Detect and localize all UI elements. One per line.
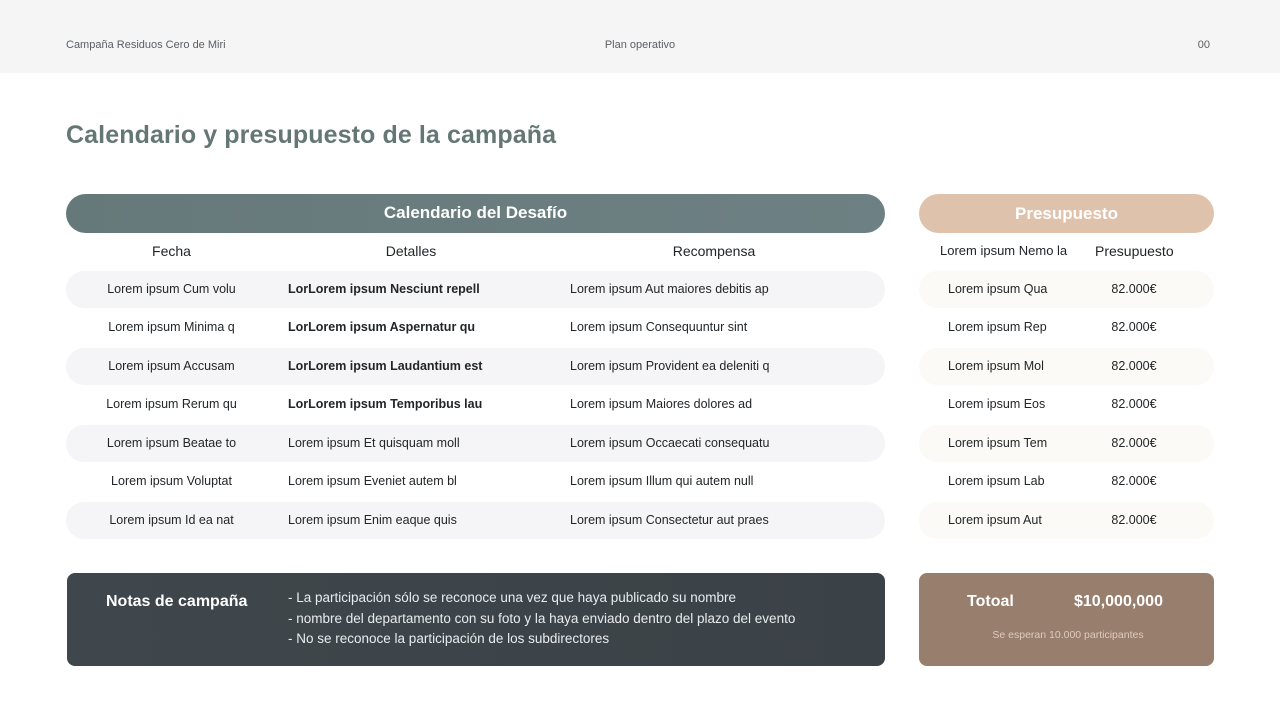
cell-detalles: LorLorem ipsum Temporibus lau [288, 397, 483, 411]
column-header-presupuesto: Presupuesto [1095, 243, 1174, 259]
budget-total [919, 573, 1214, 666]
cell-recompensa: Lorem ipsum Consequuntur sint [570, 320, 748, 334]
cell-fecha: Lorem ipsum Accusam [108, 359, 235, 373]
budget-row [919, 502, 1214, 539]
cell-recompensa: Lorem ipsum Provident ea deleniti q [570, 359, 770, 373]
budget-item-name: Lorem ipsum Mol [948, 359, 1044, 373]
budget-item-name: Lorem ipsum Lab [948, 474, 1045, 488]
total-value: $10,000,000 [1074, 593, 1163, 610]
budget-item-value: 82.000€ [1111, 513, 1157, 527]
note-item: - La participación sólo se reconoce una vez que haya publicado su nombre [288, 590, 737, 605]
note-item: - No se reconoce la participación de los subdirectores [288, 631, 610, 646]
cell-detalles: Lorem ipsum Eveniet autem bl [288, 474, 457, 488]
budget-item-name: Lorem ipsum Tem [948, 436, 1048, 450]
budget-row [919, 348, 1214, 385]
section-name: Plan operativo [604, 39, 676, 51]
cell-detalles: Lorem ipsum Enim eaque quis [288, 513, 457, 527]
budget-item-name: Lorem ipsum Rep [948, 320, 1047, 334]
total-label: Totoal [967, 593, 1014, 610]
cell-recompensa: Lorem ipsum Consectetur aut praes [570, 513, 769, 527]
budget-item-value: 82.000€ [1111, 359, 1157, 373]
calendar-row [66, 348, 885, 385]
calendar-row [66, 309, 885, 346]
cell-recompensa: Lorem ipsum Occaecati consequatu [570, 436, 770, 450]
cell-recompensa: Lorem ipsum Illum qui autem null [570, 474, 754, 488]
cell-fecha: Lorem ipsum Id ea nat [109, 513, 234, 527]
budget-row [919, 309, 1214, 346]
budget-item-value: 82.000€ [1111, 474, 1157, 488]
cell-fecha: Lorem ipsum Beatae to [106, 436, 237, 450]
column-header-recompensa: Recompensa [672, 243, 756, 259]
campaign-name: Campaña Residuos Cero de Miri [66, 39, 226, 51]
campaign-notes [67, 573, 885, 666]
calendar-row [66, 271, 885, 308]
budget-row [919, 425, 1214, 462]
calendar-row [66, 502, 885, 539]
budget-item-name: Lorem ipsum Qua [948, 282, 1048, 296]
calendar-row [66, 463, 885, 500]
top-bar [0, 0, 1280, 73]
cell-detalles: Lorem ipsum Et quisquam moll [288, 436, 460, 450]
budget-header: Presupuesto [919, 194, 1214, 233]
cell-fecha: Lorem ipsum Voluptat [111, 474, 232, 488]
column-header-fecha: Fecha [152, 243, 191, 259]
note-item: - nombre del departamento con su foto y la haya enviado dentro del plazo del evento [288, 610, 796, 626]
total-note: Se esperan 10.000 participantes [992, 629, 1144, 641]
cell-recompensa: Lorem ipsum Aut maiores debitis ap [570, 282, 769, 296]
cell-fecha: Lorem ipsum Cum volu [107, 282, 236, 296]
calendar-header: Calendario del Desafío [66, 194, 885, 233]
budget-row [919, 271, 1214, 308]
page-number: 00 [1197, 39, 1210, 51]
budget-item-value: 82.000€ [1111, 282, 1157, 296]
budget-row [919, 463, 1214, 500]
page-title: Calendario y presupuesto de la campaña [66, 121, 557, 149]
budget-item-name: Lorem ipsum Eos [948, 397, 1046, 411]
cell-detalles: LorLorem ipsum Nesciunt repell [288, 282, 480, 296]
budget-row [919, 386, 1214, 423]
cell-fecha: Lorem ipsum Minima q [108, 320, 235, 334]
budget-item-name: Lorem ipsum Aut [948, 513, 1042, 527]
cell-detalles: LorLorem ipsum Aspernatur qu [288, 320, 476, 334]
calendar-row [66, 386, 885, 423]
calendar-row [66, 425, 885, 462]
cell-recompensa: Lorem ipsum Maiores dolores ad [570, 397, 753, 411]
column-header-detalles: Detalles [385, 243, 437, 259]
budget-item-value: 82.000€ [1111, 397, 1157, 411]
cell-fecha: Lorem ipsum Rerum qu [106, 397, 237, 411]
budget-item-value: 82.000€ [1111, 320, 1157, 334]
budget-item-value: 82.000€ [1111, 436, 1157, 450]
notes-title: Notas de campaña [106, 593, 248, 610]
notes-list [288, 588, 795, 650]
cell-detalles: LorLorem ipsum Laudantium est [288, 359, 483, 373]
column-header-item: Lorem ipsum Nemo la [940, 243, 1068, 258]
